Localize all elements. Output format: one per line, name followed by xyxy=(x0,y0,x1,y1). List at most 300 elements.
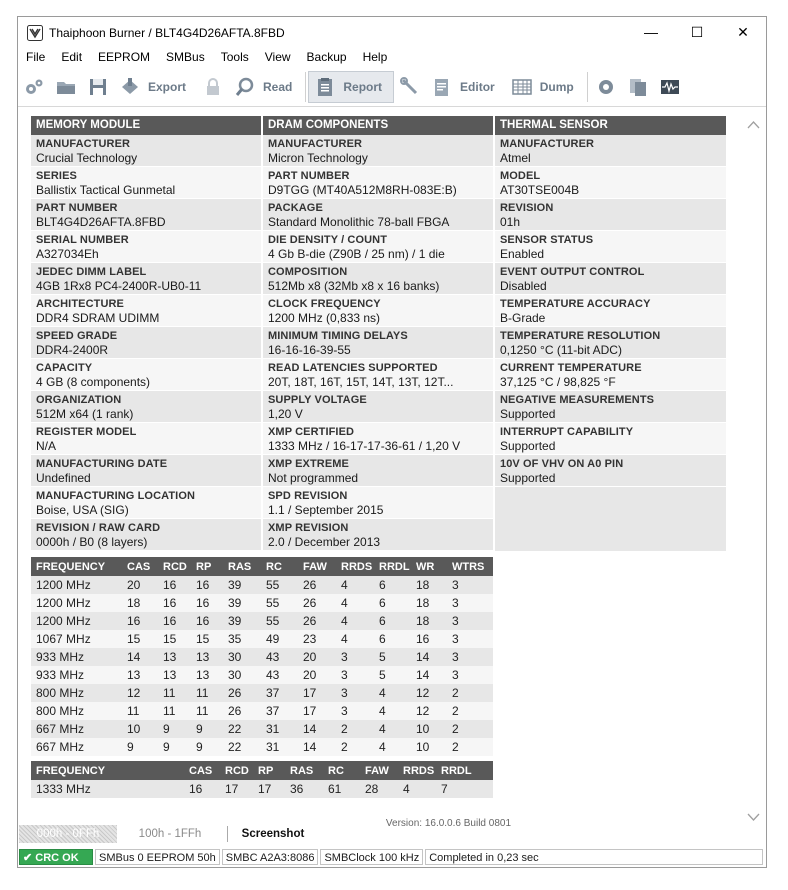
table-cell: 933 MHz xyxy=(31,666,122,684)
menu-eeprom[interactable]: EEPROM xyxy=(98,50,151,64)
toolbar-separator xyxy=(587,72,588,102)
info-field xyxy=(31,327,261,359)
column-header: RRDS xyxy=(398,761,436,780)
tab-000h-0ffh[interactable]: 000h - 0FFh xyxy=(19,825,117,843)
tab-100h-1ffh[interactable]: 100h - 1FFh xyxy=(138,828,202,840)
export-icon xyxy=(119,76,141,98)
smbc-status: SMBC A2A3:8086 xyxy=(222,849,319,865)
table-cell: 18 xyxy=(411,576,447,594)
column-header: RRDL xyxy=(374,557,411,576)
menu-smbus[interactable]: SMBus xyxy=(166,50,205,64)
info-field xyxy=(495,135,726,167)
table-row xyxy=(31,684,493,702)
info-field xyxy=(31,167,261,199)
dump-label: Dump xyxy=(539,80,574,94)
table-cell: 9 xyxy=(191,738,223,756)
field-value: Atmel xyxy=(500,151,531,165)
info-field xyxy=(31,263,261,295)
title-bar xyxy=(18,17,766,48)
column-header: RP xyxy=(253,761,285,780)
field-value: 1,20 V xyxy=(268,407,303,421)
info-field xyxy=(495,327,726,359)
field-label: REGISTER MODEL xyxy=(36,426,137,438)
read-button[interactable] xyxy=(229,71,303,103)
waveform-icon xyxy=(659,76,681,98)
field-value: DDR4-2400R xyxy=(36,343,109,357)
menu-backup[interactable]: Backup xyxy=(306,50,347,64)
settings-button[interactable] xyxy=(18,71,50,103)
memory-module-section xyxy=(31,116,261,551)
scan-button[interactable] xyxy=(590,71,622,103)
table-cell: 2 xyxy=(336,738,374,756)
field-value: Supported xyxy=(500,439,556,453)
info-field xyxy=(263,487,493,519)
table-cell: 15 xyxy=(158,630,191,648)
info-field xyxy=(495,423,726,455)
close-button[interactable]: ✕ xyxy=(737,23,749,40)
field-label: COMPOSITION xyxy=(268,266,348,278)
table-cell: 3 xyxy=(447,648,493,666)
info-field xyxy=(263,391,493,423)
table-cell: 667 MHz xyxy=(31,738,122,756)
tools-button[interactable] xyxy=(394,71,426,103)
info-field xyxy=(263,455,493,487)
table-cell: 61 xyxy=(323,780,360,798)
info-field xyxy=(495,295,726,327)
copy-button[interactable] xyxy=(622,71,654,103)
field-label: MINIMUM TIMING DELAYS xyxy=(268,330,408,342)
field-label: MANUFACTURER xyxy=(36,138,131,150)
table-cell: 10 xyxy=(411,738,447,756)
folder-icon xyxy=(55,76,77,98)
field-value: Micron Technology xyxy=(268,151,368,165)
table-cell: 26 xyxy=(298,612,336,630)
table-cell: 16 xyxy=(411,630,447,648)
info-field xyxy=(31,423,261,455)
table-cell: 26 xyxy=(223,684,261,702)
table-cell: 4 xyxy=(336,576,374,594)
field-label: CLOCK FREQUENCY xyxy=(268,298,381,310)
field-label: SPD REVISION xyxy=(268,490,348,502)
field-value: 01h xyxy=(500,215,521,229)
monitor-button[interactable] xyxy=(654,71,686,103)
table-cell: 13 xyxy=(191,648,223,666)
table-cell: 5 xyxy=(374,666,411,684)
floppy-disk-icon xyxy=(87,76,109,98)
report-label: Report xyxy=(343,80,383,94)
scan-gear-icon xyxy=(595,76,617,98)
table-cell: 17 xyxy=(253,780,285,798)
table-cell: 49 xyxy=(261,630,298,648)
table-cell: 800 MHz xyxy=(31,684,122,702)
table-cell: 933 MHz xyxy=(31,648,122,666)
field-value: 16-16-16-39-55 xyxy=(268,343,351,357)
toolbar xyxy=(18,68,766,107)
field-label: SENSOR STATUS xyxy=(500,234,594,246)
table-cell: 35 xyxy=(223,630,261,648)
column-header: WR xyxy=(411,557,447,576)
table-row xyxy=(31,666,493,684)
info-field xyxy=(263,231,493,263)
table-cell: 9 xyxy=(122,738,158,756)
field-label: SERIAL NUMBER xyxy=(36,234,129,246)
table-cell: 6 xyxy=(374,594,411,612)
table-cell: 14 xyxy=(298,738,336,756)
info-field xyxy=(263,327,493,359)
info-field xyxy=(31,359,261,391)
table-cell: 23 xyxy=(298,630,336,648)
table-cell: 5 xyxy=(374,648,411,666)
column-header: RCD xyxy=(158,557,191,576)
maximize-button[interactable]: ☐ xyxy=(690,23,704,40)
table-cell: 1200 MHz xyxy=(31,594,122,612)
table-cell: 11 xyxy=(191,702,223,720)
field-value: Undefined xyxy=(36,471,91,485)
table-cell: 4 xyxy=(336,612,374,630)
table-cell: 3 xyxy=(447,666,493,684)
field-label: TEMPERATURE RESOLUTION xyxy=(500,330,661,342)
completion-status: Completed in 0,23 sec xyxy=(425,849,763,865)
info-field xyxy=(263,359,493,391)
table-cell: 4 xyxy=(398,780,436,798)
table-cell: 6 xyxy=(374,576,411,594)
field-value: Disabled xyxy=(500,279,547,293)
dump-button[interactable] xyxy=(506,71,585,103)
timings-table xyxy=(31,557,493,756)
column-header: RAS xyxy=(223,557,261,576)
table-cell: 4 xyxy=(374,702,411,720)
table-cell: 3 xyxy=(336,702,374,720)
field-value: 512M x64 (1 rank) xyxy=(36,407,134,421)
lock-icon xyxy=(202,76,224,98)
table-cell: 15 xyxy=(122,630,158,648)
field-label: MANUFACTURING DATE xyxy=(36,458,168,470)
table-cell: 4 xyxy=(336,594,374,612)
info-field xyxy=(31,391,261,423)
table-cell: 4 xyxy=(336,630,374,648)
wrench-icon xyxy=(399,76,421,98)
table-cell: 11 xyxy=(191,684,223,702)
field-value: Standard Monolithic 78-ball FBGA xyxy=(268,215,450,229)
info-field xyxy=(31,295,261,327)
window-title: Thaiphoon Burner / BLT4G4D26AFTA.8FBD xyxy=(49,25,285,40)
table-cell: 12 xyxy=(122,684,158,702)
field-label: TEMPERATURE ACCURACY xyxy=(500,298,651,310)
crc-status-text: CRC OK xyxy=(35,852,79,864)
column-header: FAW xyxy=(360,761,398,780)
table-row xyxy=(31,738,493,756)
info-field xyxy=(263,423,493,455)
table-cell: 16 xyxy=(158,612,191,630)
field-label: CAPACITY xyxy=(36,362,93,374)
field-value: 37,125 °C / 98,825 °F xyxy=(500,375,616,389)
table-cell: 26 xyxy=(223,702,261,720)
smbus-status: SMBus 0 EEPROM 50h xyxy=(95,849,220,865)
field-value: Crucial Technology xyxy=(36,151,138,165)
table-cell: 26 xyxy=(298,576,336,594)
table-cell: 4 xyxy=(374,720,411,738)
table-cell: 9 xyxy=(158,738,191,756)
table-cell: 667 MHz xyxy=(31,720,122,738)
column-header: RC xyxy=(323,761,360,780)
table-cell: 43 xyxy=(261,648,298,666)
menu-bar xyxy=(18,48,395,67)
lock-button[interactable] xyxy=(197,71,229,103)
table-row xyxy=(31,612,493,630)
table-cell: 55 xyxy=(261,594,298,612)
menu-tools[interactable]: Tools xyxy=(220,50,249,64)
column-header: FAW xyxy=(298,557,336,576)
info-field xyxy=(31,487,261,519)
table-cell: 22 xyxy=(223,738,261,756)
column-header: RCD xyxy=(220,761,253,780)
field-value: AT30TSE004B xyxy=(500,183,580,197)
table-cell: 16 xyxy=(158,594,191,612)
table-row xyxy=(31,594,493,612)
field-label: READ LATENCIES SUPPORTED xyxy=(268,362,438,374)
smbclock-status: SMBClock 100 kHz xyxy=(320,849,423,865)
open-button[interactable] xyxy=(50,71,82,103)
dram-components-section xyxy=(263,116,493,551)
table-cell: 17 xyxy=(220,780,253,798)
field-value: 0000h / B0 (8 layers) xyxy=(36,535,148,549)
menu-edit[interactable]: Edit xyxy=(61,50,83,64)
app-logo-icon xyxy=(27,25,43,41)
vertical-scrollbar[interactable] xyxy=(745,116,762,828)
table-cell: 37 xyxy=(261,702,298,720)
field-label: REVISION xyxy=(500,202,554,214)
table-cell: 800 MHz xyxy=(31,702,122,720)
info-field xyxy=(263,199,493,231)
info-field xyxy=(495,391,726,423)
table-cell: 2 xyxy=(447,702,493,720)
info-field xyxy=(495,167,726,199)
table-cell: 17 xyxy=(298,702,336,720)
field-label: SERIES xyxy=(36,170,77,182)
field-label: ORGANIZATION xyxy=(36,394,122,406)
table-cell: 1067 MHz xyxy=(31,630,122,648)
field-value: DDR4 SDRAM UDIMM xyxy=(36,311,160,325)
table-row xyxy=(31,702,493,720)
table-cell: 10 xyxy=(411,720,447,738)
field-label: PART NUMBER xyxy=(36,202,118,214)
minimize-button[interactable]: — xyxy=(644,24,658,40)
table-cell: 55 xyxy=(261,576,298,594)
field-label: XMP EXTREME xyxy=(268,458,349,470)
column-header: RP xyxy=(191,557,223,576)
table-cell: 55 xyxy=(261,612,298,630)
save-button[interactable] xyxy=(82,71,114,103)
field-label: XMP CERTIFIED xyxy=(268,426,355,438)
table-cell: 2 xyxy=(336,720,374,738)
version-label: Version: 16.0.0.6 Build 0801 xyxy=(385,818,511,829)
table-cell: 12 xyxy=(411,702,447,720)
table-cell: 14 xyxy=(411,648,447,666)
field-value: Enabled xyxy=(500,247,545,261)
column-header: RAS xyxy=(285,761,323,780)
grid-icon xyxy=(511,76,533,98)
table-cell: 6 xyxy=(374,630,411,648)
table-cell: 26 xyxy=(298,594,336,612)
documents-icon xyxy=(627,76,649,98)
report-button[interactable] xyxy=(308,71,394,103)
app-window xyxy=(17,16,767,868)
table-cell: 1200 MHz xyxy=(31,576,122,594)
field-label: MANUFACTURER xyxy=(500,138,595,150)
table-cell: 1200 MHz xyxy=(31,612,122,630)
info-field xyxy=(263,167,493,199)
column-header: WTRS xyxy=(447,557,493,576)
table-cell: 31 xyxy=(261,738,298,756)
table-cell: 39 xyxy=(223,612,261,630)
table-cell: 2 xyxy=(447,720,493,738)
table-cell: 13 xyxy=(191,666,223,684)
field-label: SPEED GRADE xyxy=(36,330,118,342)
table-row xyxy=(31,630,493,648)
info-field xyxy=(263,295,493,327)
editor-label: Editor xyxy=(460,80,495,94)
field-value: 4 Gb B-die (Z90B / 25 nm) / 1 die xyxy=(268,247,445,261)
info-field xyxy=(263,519,493,551)
field-value: Boise, USA (SIG) xyxy=(36,503,129,517)
field-label: DIE DENSITY / COUNT xyxy=(268,234,388,246)
field-value: 1200 MHz (0,833 ns) xyxy=(268,311,381,325)
table-cell: 43 xyxy=(261,666,298,684)
table-cell: 39 xyxy=(223,594,261,612)
column-header: RRDL xyxy=(436,761,493,780)
column-header: CAS xyxy=(184,761,220,780)
table-cell: 11 xyxy=(158,702,191,720)
empty-filler xyxy=(495,487,726,551)
field-value: 512Mb x8 (32Mb x8 x 16 banks) xyxy=(268,279,440,293)
info-field xyxy=(31,199,261,231)
table-cell: 13 xyxy=(158,666,191,684)
field-value: 1333 MHz / 16-17-17-36-61 / 1,20 V xyxy=(268,439,461,453)
page-tabs xyxy=(19,824,765,844)
field-value: B-Grade xyxy=(500,311,546,325)
field-label: REVISION / RAW CARD xyxy=(36,522,161,534)
field-value: N/A xyxy=(36,439,57,453)
table-cell: 16 xyxy=(191,576,223,594)
column-header: RRDS xyxy=(336,557,374,576)
table-cell: 2 xyxy=(447,684,493,702)
table-cell: 1333 MHz xyxy=(31,780,184,798)
table-cell: 16 xyxy=(122,612,158,630)
scroll-down-icon[interactable] xyxy=(747,812,760,822)
table-cell: 15 xyxy=(191,630,223,648)
menu-help[interactable]: Help xyxy=(362,50,388,64)
field-value: A327034Eh xyxy=(36,247,99,261)
table-cell: 3 xyxy=(447,630,493,648)
info-field xyxy=(495,263,726,295)
table-cell: 3 xyxy=(336,666,374,684)
field-value: BLT4G4D26AFTA.8FBD xyxy=(36,215,166,229)
toolbar-separator xyxy=(305,72,306,102)
info-field xyxy=(31,135,261,167)
table-cell: 12 xyxy=(411,684,447,702)
menu-file[interactable]: File xyxy=(26,50,46,64)
table-cell: 3 xyxy=(447,612,493,630)
field-value: D9TGG (MT40A512M8RH-083E:B) xyxy=(268,183,457,197)
field-label: PART NUMBER xyxy=(268,170,350,182)
field-label: ARCHITECTURE xyxy=(36,298,124,310)
table-cell: 17 xyxy=(298,684,336,702)
info-field xyxy=(263,135,493,167)
tab-screenshot[interactable]: Screenshot xyxy=(241,828,305,840)
field-value: 0,1250 °C (11-bit ADC) xyxy=(500,343,622,357)
scroll-up-icon[interactable] xyxy=(747,120,760,130)
table-cell: 6 xyxy=(374,612,411,630)
info-field xyxy=(31,519,261,551)
table-cell: 28 xyxy=(360,780,398,798)
menu-view[interactable]: View xyxy=(264,50,291,64)
editor-button[interactable] xyxy=(426,71,506,103)
field-value: 4GB 1Rx8 PC4-2400R-UB0-11 xyxy=(36,279,202,293)
field-label: INTERRUPT CAPABILITY xyxy=(500,426,634,438)
table-cell: 39 xyxy=(223,576,261,594)
field-value: Supported xyxy=(500,407,556,421)
report-content xyxy=(31,116,731,828)
info-field xyxy=(495,455,726,487)
info-field xyxy=(495,359,726,391)
status-bar xyxy=(19,848,765,866)
field-value: 4 GB (8 components) xyxy=(36,375,151,389)
field-value: 1.1 / September 2015 xyxy=(268,503,384,517)
magnifier-icon xyxy=(234,76,256,98)
column-header: CAS xyxy=(122,557,158,576)
table-cell: 18 xyxy=(411,594,447,612)
table-cell: 10 xyxy=(122,720,158,738)
thermal-sensor-section xyxy=(495,116,726,551)
table-row xyxy=(31,720,493,738)
table-cell: 20 xyxy=(122,576,158,594)
field-label: MANUFACTURER xyxy=(268,138,363,150)
table-cell: 16 xyxy=(158,576,191,594)
table-cell: 20 xyxy=(298,648,336,666)
table-cell: 18 xyxy=(122,594,158,612)
memory-module-header: MEMORY MODULE xyxy=(31,116,261,135)
table-cell: 11 xyxy=(158,684,191,702)
field-value: Ballistix Tactical Gunmetal xyxy=(36,183,176,197)
table-cell: 36 xyxy=(285,780,323,798)
info-field xyxy=(31,455,261,487)
export-label: Export xyxy=(148,80,187,94)
column-header: RC xyxy=(261,557,298,576)
tab-separator xyxy=(227,826,228,842)
table-cell: 13 xyxy=(158,648,191,666)
field-label: PACKAGE xyxy=(268,202,323,214)
table-row xyxy=(31,648,493,666)
crc-status-badge xyxy=(19,849,93,865)
table-cell: 37 xyxy=(261,684,298,702)
table-cell: 4 xyxy=(374,684,411,702)
table-cell: 18 xyxy=(411,612,447,630)
table-cell: 22 xyxy=(223,720,261,738)
table-cell: 9 xyxy=(191,720,223,738)
table-cell: 7 xyxy=(436,780,493,798)
table-cell: 11 xyxy=(122,702,158,720)
table-cell: 3 xyxy=(447,576,493,594)
field-value: Not programmed xyxy=(268,471,359,485)
export-button[interactable] xyxy=(114,71,197,103)
report-icon xyxy=(314,76,336,98)
field-label: EVENT OUTPUT CONTROL xyxy=(500,266,645,278)
info-field xyxy=(31,231,261,263)
table-cell: 14 xyxy=(411,666,447,684)
read-label: Read xyxy=(263,80,293,94)
table-cell: 14 xyxy=(122,648,158,666)
table-cell: 2 xyxy=(447,738,493,756)
